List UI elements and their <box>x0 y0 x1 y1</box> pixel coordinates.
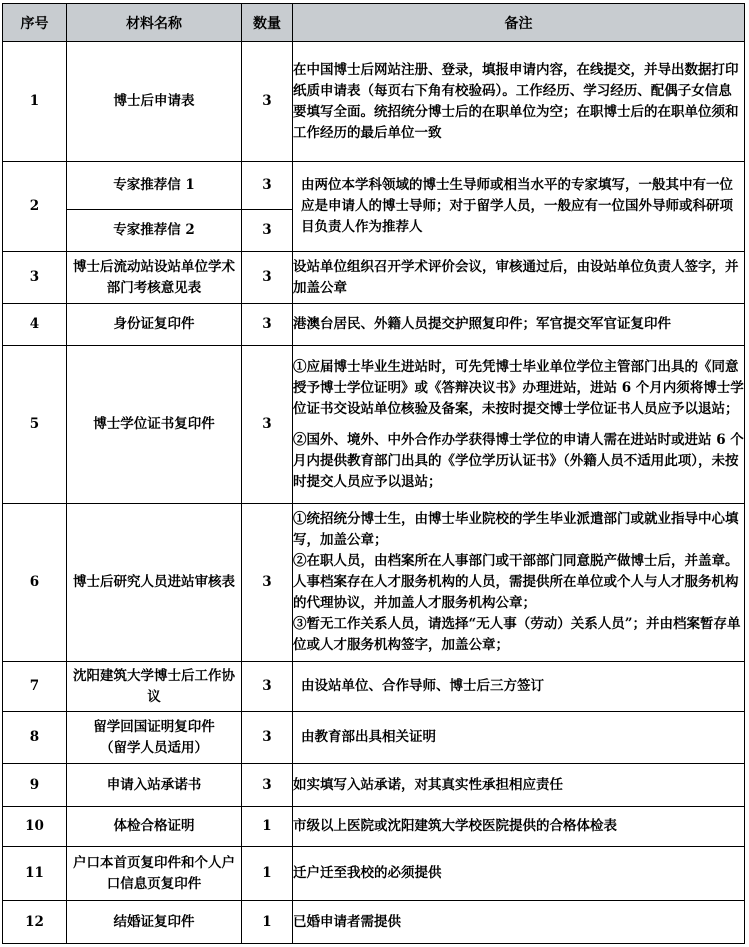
row-name: 户口本首页复印件和个人户口信息页复印件 <box>67 847 242 901</box>
row-no: 11 <box>3 847 67 901</box>
remark-item: ②国外、境外、中外合作办学获得博士学位的申请人需在进站时或进站 6 个月内提供教育部门出具的《学位学历认证书》（外籍人员不适用此项），未按时提交人员应予以退站； <box>293 431 744 490</box>
row-remark <box>293 504 745 662</box>
row-no: 5 <box>3 346 67 504</box>
remark-item: ①应届博士毕业生进站时，可先凭博士毕业单位学位主管部门出具的《同意授予博士学位证明》或《答辩决议书》办理进站，进站 6 个月内须将博士学位证书交设站单位核验及备案，未按时提交博士学位证书人员应予以退站； <box>293 358 744 417</box>
row-qty: 3 <box>242 210 293 252</box>
row-no: 4 <box>3 304 67 346</box>
row-name: 结婚证复印件 <box>67 901 242 944</box>
row-qty: 3 <box>242 764 293 807</box>
row-qty: 3 <box>242 346 293 504</box>
header-no: 序号 <box>3 4 67 42</box>
row-no: 9 <box>3 764 67 807</box>
row-no: 8 <box>3 712 67 764</box>
row-remark: 如实填写入站承诺，对其真实性承担相应责任 <box>293 764 745 807</box>
row-qty: 1 <box>242 901 293 944</box>
table-row <box>3 807 745 847</box>
row-remark: 市级以上医院或沈阳建筑大学校医院提供的合格体检表 <box>293 807 745 847</box>
header-row <box>3 4 745 42</box>
row-remark: 在中国博士后网站注册、登录，填报申请内容，在线提交，并导出数据打印纸质申请表（每页右下角有校验码）。工作经历、学习经历、配偶子女信息要填写全面。统招统分博士后的在职单位为空；在职博士后的在职单位须和工作经历的最后单位一致 <box>293 42 745 162</box>
remark-item: ②在职人员，由档案所在人事部门或干部部门同意脱产做博士后，并盖章。人事档案存在人才服务机构的人员，需提供所在单位或个人与人才服务机构的代理协议，并加盖人才服务机构公章； <box>293 553 739 611</box>
row-name: 身份证复印件 <box>67 304 242 346</box>
remark-item: ③暂无工作关系人员，请选择“无人事（劳动）关系人员”；并由档案暂存单位或人才服务机构签字，加盖公章； <box>293 616 741 653</box>
row-name <box>67 712 242 764</box>
row-qty: 3 <box>242 712 293 764</box>
row-qty: 3 <box>242 162 293 210</box>
header-remark: 备注 <box>293 4 745 42</box>
header-qty: 数量 <box>242 4 293 42</box>
row-name: 沈阳建筑大学博士后工作协议 <box>67 662 242 712</box>
row-remark: 由两位本学科领域的博士生导师或相当水平的专家填写，一般其中有一位应是申请人的博士导师；对于留学人员，一般应有一位国外导师或科研项目负责人作为推荐人 <box>293 162 745 252</box>
table-row <box>3 346 745 504</box>
table-row <box>3 252 745 304</box>
row-name-line: 留学回国证明复印件 <box>93 718 215 735</box>
table-row <box>3 504 745 662</box>
table-row <box>3 901 745 944</box>
row-no: 10 <box>3 807 67 847</box>
row-name: 博士学位证书复印件 <box>67 346 242 504</box>
row-name-note: （留学人员适用） <box>100 739 208 756</box>
row-remark: 港澳台居民、外籍人员提交护照复印件；军官提交军官证复印件 <box>293 304 745 346</box>
row-remark: 迁户迁至我校的必须提供 <box>293 847 745 901</box>
remark-item: ①统招统分博士生，由博士毕业院校的学生毕业派遣部门或就业指导中心填写，加盖公章； <box>293 511 739 548</box>
row-name: 申请入站承诺书 <box>67 764 242 807</box>
table-row <box>3 304 745 346</box>
row-remark: 由设站单位、合作导师、博士后三方签订 <box>293 662 745 712</box>
materials-table <box>2 3 745 944</box>
row-qty: 1 <box>242 847 293 901</box>
row-no: 3 <box>3 252 67 304</box>
row-name: 博士后流动站设站单位学术部门考核意见表 <box>67 252 242 304</box>
table-row <box>3 847 745 901</box>
header-name: 材料名称 <box>67 4 242 42</box>
table-row <box>3 662 745 712</box>
table-row <box>3 162 745 210</box>
row-no: 1 <box>3 42 67 162</box>
row-name: 专家推荐信 2 <box>67 210 242 252</box>
row-remark: 由教育部出具相关证明 <box>293 712 745 764</box>
row-qty: 3 <box>242 662 293 712</box>
row-no: 7 <box>3 662 67 712</box>
table-row <box>3 712 745 764</box>
row-qty: 1 <box>242 807 293 847</box>
row-remark: 设站单位组织召开学术评价会议，审核通过后，由设站单位负责人签字，并加盖公章 <box>293 252 745 304</box>
row-qty: 3 <box>242 304 293 346</box>
table-row <box>3 42 745 162</box>
row-qty: 3 <box>242 42 293 162</box>
row-qty: 3 <box>242 504 293 662</box>
row-name: 专家推荐信 1 <box>67 162 242 210</box>
row-qty: 3 <box>242 252 293 304</box>
row-name: 体检合格证明 <box>67 807 242 847</box>
row-no: 2 <box>3 162 67 252</box>
row-no: 6 <box>3 504 67 662</box>
row-remark: 已婚申请者需提供 <box>293 901 745 944</box>
row-name: 博士后申请表 <box>67 42 242 162</box>
row-remark <box>293 346 745 504</box>
table-row <box>3 764 745 807</box>
row-no: 12 <box>3 901 67 944</box>
row-name: 博士后研究人员进站审核表 <box>67 504 242 662</box>
